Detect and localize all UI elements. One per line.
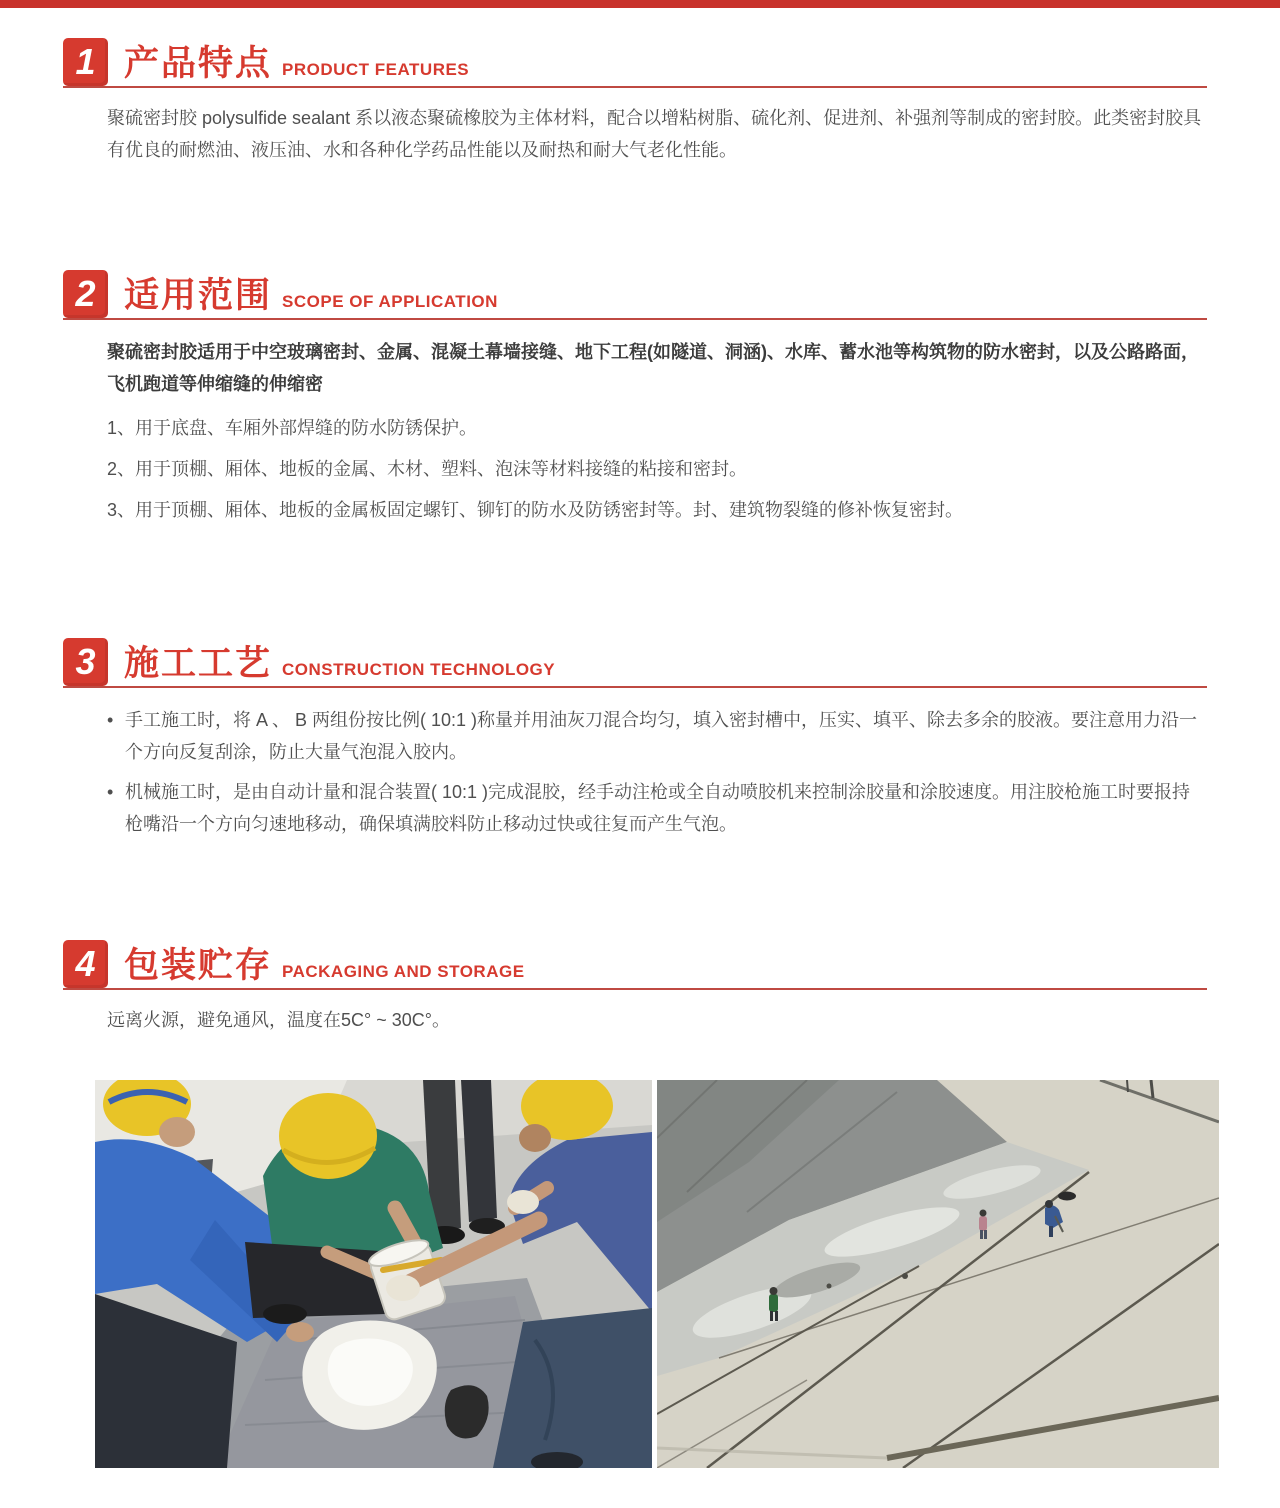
section-title-en: SCOPE OF APPLICATION — [282, 292, 498, 312]
concrete-slope-expansion-joints-photo — [657, 1080, 1219, 1468]
bullet-item: • 机械施工时，是由自动计量和混合装置( 10:1 )完成混胶，经手动注枪或全自动喷胶机来控制涂胶量和涂胶速度。用注胶枪施工时要报持枪嘴沿一个方向匀速地移动，确保填满胶料防止移动过快或往复而产生气泡。 — [107, 776, 1207, 840]
section-scope-of-application — [63, 270, 1207, 526]
section-number-badge: 2 — [63, 270, 108, 318]
workers-mixing-sealant-photo — [95, 1080, 652, 1468]
section-header — [63, 940, 1207, 990]
section-header — [63, 38, 1207, 88]
section-title-zh: 施工工艺 — [124, 644, 273, 684]
section-title-en: CONSTRUCTION TECHNOLOGY — [282, 660, 556, 680]
list-item: 3、用于顶棚、厢体、地板的金属板固定螺钉、铆钉的防水及防锈密封等。封、建筑物裂缝的修补恢复密封。 — [107, 500, 964, 521]
paragraph: 聚硫密封胶 polysulfide sealant 系以液态聚硫橡胶为主体材料，配合以增粘树脂、硫化剂、促进剂、补强剂等制成的密封胶。此类密封胶具有优良的耐燃油、液压油、水和各种化学药品性能以及耐热和耐大气老化性能。 — [107, 108, 1202, 161]
section-body — [63, 990, 1207, 1036]
section-header — [63, 638, 1207, 688]
section-body — [63, 88, 1207, 166]
top-accent-bar — [0, 0, 1280, 8]
section-packaging-and-storage — [63, 940, 1207, 1036]
section-header — [63, 270, 1207, 320]
section-body — [63, 320, 1207, 526]
section-product-features — [63, 38, 1207, 166]
bullet-item: • 手工施工时，将 A 、 B 两组份按比例( 10:1 )称量并用油灰刀混合均匀，填入密封槽中，压实、填平、除去多余的胶液。要注意用力沿一个方向反复刮涂，防止大量气泡混入胶内。 — [107, 704, 1207, 768]
section-number-badge: 4 — [63, 940, 108, 988]
section-number-badge: 1 — [63, 38, 108, 86]
page-content — [0, 8, 1280, 1508]
section-title-en: PACKAGING AND STORAGE — [282, 962, 525, 982]
photo-row — [95, 1080, 1207, 1468]
list-item: 1、用于底盘、车厢外部焊缝的防水防锈保护。 — [107, 418, 478, 439]
section-body — [63, 688, 1207, 840]
section-number-badge: 3 — [63, 638, 108, 686]
intro-paragraph: 聚硫密封胶适用于中空玻璃密封、金属、混凝土幕墙接缝、地下工程(如隧道、洞涵)、水库、蓄水池等构筑物的防水密封，以及公路路面，飞机跑道等伸缩缝的伸缩密 — [107, 342, 1199, 395]
list-item: 2、用于顶棚、厢体、地板的金属、木材、塑料、泡沫等材料接缝的粘接和密封。 — [107, 459, 748, 480]
section-title-zh: 包装贮存 — [124, 946, 273, 986]
worker-pink — [979, 1210, 987, 1240]
section-title-en: PRODUCT FEATURES — [282, 60, 470, 79]
section-title-zh: 产品特点 — [124, 44, 273, 83]
paragraph: 远离火源，避免通风，温度在5C° ~ 30C°。 — [107, 1010, 450, 1031]
section-construction-technology — [63, 638, 1207, 840]
section-title-zh: 适用范围 — [124, 276, 273, 316]
